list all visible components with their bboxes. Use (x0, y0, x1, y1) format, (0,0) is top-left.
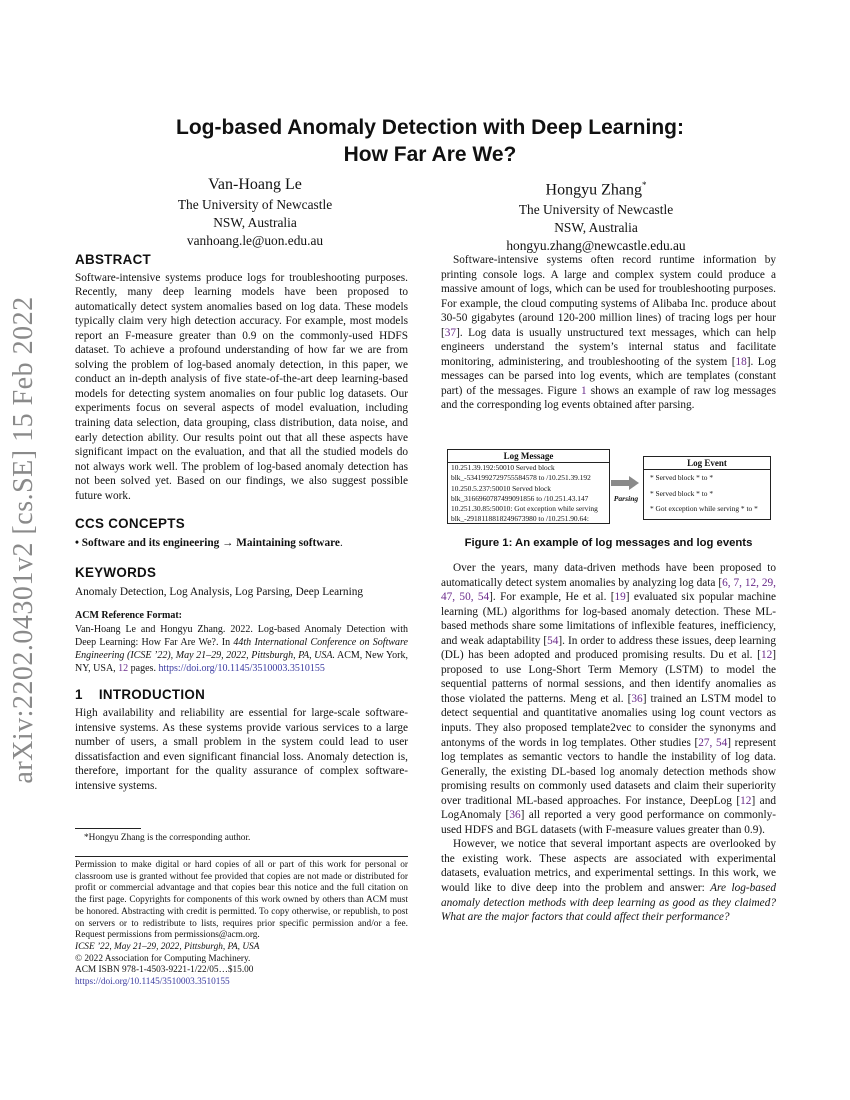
title-line-2: How Far Are We? (343, 143, 517, 166)
parsing-arrow-icon (611, 476, 639, 490)
text-run: ] evaluated six popular machine learning (ML) algorithms for log-based anomaly detection. These ML-based methods share some limitations of inflexible features, inefficiency, and weak adaptability [ (441, 591, 777, 647)
log-event-line: * Served block * to * (650, 473, 714, 482)
text-run: ]. Log messages can be parsed into log events, which are templates (constant part) of the messages. Figure (441, 355, 777, 397)
right-column-bottom (441, 561, 776, 925)
text-run: ] represent log templates as semantic vectors to handle the instability of log data. Generally, the existing DL-based log anomaly detection methods show promising results on commonly used datasets and claim their superiority over traditional ML-based approaches. For instance, DeepLog [ (441, 736, 777, 807)
author-name: Van-Hoang Le (208, 176, 302, 193)
log-event-box (643, 456, 771, 520)
keywords-heading: KEYWORDS (75, 565, 157, 581)
permission-doi-link[interactable]: https://doi.org/10.1145/3510003.3510155 (75, 977, 230, 988)
text-run: ]. For example, He et al. [ (489, 591, 615, 604)
text-run: shows an example of raw log messages and the corresponding log events obtained after parsing. (441, 384, 776, 412)
text-run: ] proposed to use Long-Short Term Memory (LSTM) to model the sequential patterns of normal sessions, and then identify anomalies as those violated the patterns. Meng et al. [ (441, 649, 776, 705)
log-event-title: Log Event (644, 457, 770, 470)
right-paragraph-2 (441, 561, 776, 837)
keywords-text: Anomaly Detection, Log Analysis, Log Parsing, Deep Learning (75, 585, 364, 598)
author-block-2 (446, 174, 746, 255)
intro-heading (75, 688, 408, 703)
author-location: NSW, Australia (213, 215, 297, 230)
log-event-line: * Served block * to * (650, 488, 714, 498)
acm-ref-pages-label: pages. (128, 663, 159, 675)
paper-title (70, 114, 790, 168)
corresponding-author-footnote: *Hongyu Zhang is the corresponding author. (84, 833, 251, 843)
author-block-1 (105, 174, 405, 250)
ccs-text: • Software and its engineering → Maintaining software (75, 536, 340, 549)
research-question: Are log-based anomaly detection methods with deep learning as good as they claimed? What are the major factors that could affect their performance? (441, 882, 776, 924)
permission-venue: ICSE ’22, May 21–29, 2022, Pittsburgh, PA, USA (75, 941, 260, 952)
citation-36[interactable]: 36 (631, 692, 643, 705)
permission-isbn: ACM ISBN 978-1-4503-9221-1/22/05…$15.00 (75, 965, 254, 976)
log-message-line: blk_-5341992729755584578 to /10.251.39.192 (451, 473, 591, 483)
log-message-line: blk_3166960787499091856 to /10.251.43.147 (451, 493, 589, 503)
intro-heading-text: INTRODUCTION (98, 686, 206, 702)
log-message-box (447, 449, 610, 524)
abstract-heading: ABSTRACT (75, 252, 152, 267)
acm-ref-authors: Van-Hoang Le and Hongyu Zhang. 2022. Log-based Anomaly Detection with Deep Learning: How Far Are We?. In (75, 623, 408, 648)
author-affiliation: The University of Newcastle (518, 202, 674, 218)
log-message-line: 10.251.39.192:50010 Served block (451, 463, 555, 472)
acm-ref-doi-link[interactable]: https://doi.org/10.1145/3510003.3510155 (158, 663, 325, 675)
log-message-line: 10.250.5.237:50010 Served block (451, 483, 551, 493)
text-run: Over the years, many data-driven methods have been proposed to automatically detect system anomalies by analyzing log data [ (441, 562, 776, 589)
log-event-line: * Got exception while serving * to * (650, 504, 758, 513)
ccs-concepts (75, 536, 408, 551)
log-message-line: blk_-2918118818249673980 to /10.251.90.64: (451, 514, 589, 524)
author-footnote-mark: * (641, 180, 647, 190)
citation-list-2[interactable]: 27, 54 (698, 736, 728, 749)
permission-block (75, 860, 408, 989)
left-column (75, 253, 408, 793)
permission-text: Permission to make digital or hard copies of all or part of this work for personal or classroom use is granted without fee provided that copies are not made or distributed for profit or commercial advantage and that copies bear this notice and the full citation on the first page. Copyrights for components of this work owned by others than ACM must be honored. Abstracting with credit is permitted. To copy otherwise, or republish, to post on servers or to redistribute to lists, requires prior specific permission and/or a fee. Request permissions from permissions@acm.org. (75, 860, 408, 941)
author-location: NSW, Australia (554, 220, 638, 236)
right-paragraph-3 (441, 837, 776, 924)
text-run: ] all reported a very good performance on commonly-used HDFS and BGL datasets (with F-measure values greater than 0.9). (441, 809, 777, 836)
permission-copyright: © 2022 Association for Computing Machinery. (75, 953, 251, 964)
citation-19[interactable]: 19 (614, 591, 626, 604)
author-email: vanhoang.le@uon.edu.au (186, 233, 324, 248)
text-run: Software-intensive systems often record runtime information by printing console logs. A large and complex system could produce a massive amount of logs, which can be used for troubleshooting purposes. For example, the cloud computing systems of Alibaba Inc. produce about 30-50 gigabytes (around 120-200 million lines) of tracing logs per hour [ (441, 254, 776, 339)
right-paragraph-1 (441, 253, 776, 413)
figure-1-ref[interactable]: 1 (581, 384, 587, 397)
text-run: ] trained an LSTM model to detect sequential and quantitative anomalies using log count vectors as inputs. They also proposed template2vec to consider the synonyms and antonyms of the words in log templates. Other studies [ (441, 692, 776, 749)
acm-ref-pages[interactable]: 12 (118, 663, 129, 675)
author-email: hongyu.zhang@newcastle.edu.au (506, 238, 686, 254)
author-name-line (446, 174, 746, 201)
intro-heading-number: 1 (75, 686, 83, 702)
acm-reference (75, 609, 408, 675)
parsing-label: Parsing (613, 494, 639, 503)
citation-36[interactable]: 36 (509, 809, 521, 822)
abstract-text: Software-intensive systems produce logs for troubleshooting purposes. Recently, many deep learning models have been proposed to automatically detect system anomalies based on log data. These models typically claim very high detection accuracy. For example, most models report an F-measure greater than 0.9 on the commonly-used HDFS dataset. To achieve a profound understanding of how far we are from solving the problem of log-based anomaly detection, in this paper, we conduct an in-depth analysis of five state-of-the-art deep learning-based models for detecting system anomalies on four public log datasets. Our experiments focus on several aspects of model evaluation, including training data selection, data grouping, class distribution, data noise, and early detection ability. Our results point out that all these aspects have significant impact on the evaluation, and that all the studied models do not always work well. The problem of log-based anomaly detection has not been solved yet. Based on our findings, we also suggest possible future work. (75, 271, 408, 502)
ccs-heading: CCS CONCEPTS (75, 516, 185, 532)
citation-54[interactable]: 54 (547, 634, 559, 647)
author-affiliation: The University of Newcastle (177, 197, 333, 212)
right-column-top (441, 253, 776, 413)
title-line-1: Log-based Anomaly Detection with Deep Learning: (176, 116, 684, 139)
acm-ref-venue: 44th International Conference on Software Engineering (ICSE ’22), May 21–29, 2022, Pittsburgh, PA, USA. (75, 636, 408, 662)
text-run: However, we notice that several important aspects are overlooked by the existing work. These aspects are associated with experimental datasets, evaluation metrics, and experimental settings. In this work, we would like to dive deep into the problem and answer: (441, 838, 776, 895)
citation-12[interactable]: 12 (740, 794, 752, 807)
text-run: ] and LogAnomaly [ (441, 794, 776, 822)
footnote-rule (75, 828, 141, 829)
citation-list-1[interactable]: 6, 7, 12, 29, 47, 50, 54 (441, 576, 776, 604)
intro-paragraph-1: High availability and reliability are essential for large-scale software-intensive systems. As these systems provide various services to a large number of users, a small problem in the system could lead to user dissatisfaction and even significant financial loss. Anomaly detection is, therefore, important for the quality assurance of complex software-intensive systems. (75, 707, 408, 792)
citation-18[interactable]: 18 (735, 355, 747, 368)
citation-37[interactable]: 37 (444, 326, 457, 339)
ccs-period: . (339, 536, 343, 549)
arxiv-side-stamp: arXiv:2202.04301v2 [cs.SE] 15 Feb 2022 (8, 296, 39, 784)
citation-12[interactable]: 12 (760, 649, 773, 662)
acm-ref-publisher: ACM, New York, NY, USA, (75, 650, 408, 675)
author-name: Hongyu Zhang (545, 181, 642, 199)
log-message-line: 10.251.30.85:50010: Got exception while serving (451, 504, 598, 514)
permission-rule (75, 856, 408, 857)
log-message-title: Log Message (448, 450, 609, 463)
text-run: ]. In order to address these issues, deep learning (DL) has been adopted and produced promising results. Du et al. [ (441, 634, 776, 662)
text-run: ]. Log data is usually unstructured text messages, which can help engineers understand the system’s internal status and facilitate monitoring, administering, and troubleshooting of the system [ (441, 326, 776, 368)
figure-1-caption: Figure 1: An example of log messages and log events (464, 537, 753, 549)
acm-reference-heading: ACM Reference Format: (75, 610, 182, 622)
